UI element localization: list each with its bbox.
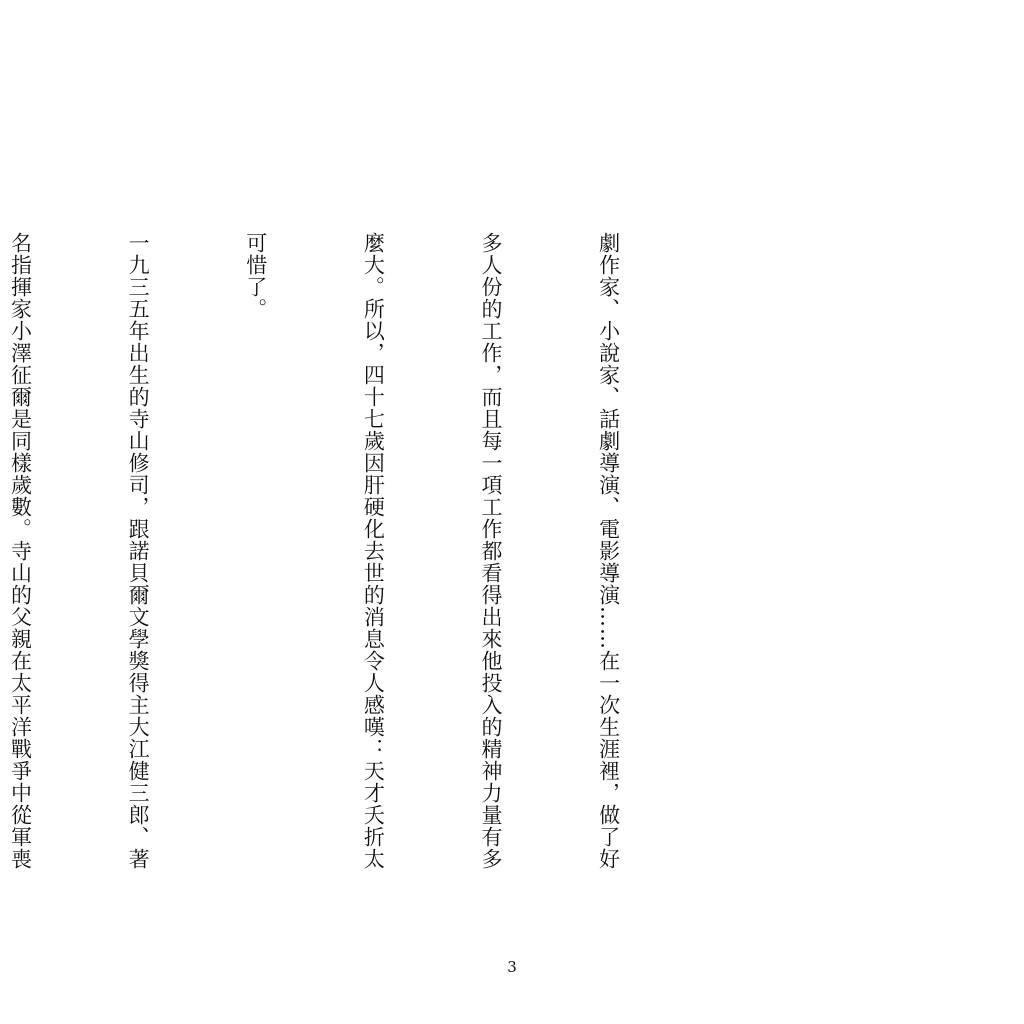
text-line: 多人份的工作，而且每一項工作都看得出來他投入的精神力量有多 [478,232,503,870]
text-line: 麼大。所以，四十七歲因肝硬化去世的消息令人感嘆：天才夭折太 [361,232,386,870]
text-line: 一九三五年出生的寺山修司，跟諾貝爾文學獎得主大江健三郎、著 [126,232,151,870]
text-line: 劇作家、小說家、話劇導演、電影導演……在一次生涯裡，做了好 [596,232,621,870]
text-line: 可惜了。 [243,232,268,320]
text-line: 名指揮家小澤征爾是同樣歲數。寺山的父親在太平洋戰爭中從軍喪 [8,232,33,870]
vertical-text-body [8,232,706,870]
page-number: 3 [507,958,517,976]
